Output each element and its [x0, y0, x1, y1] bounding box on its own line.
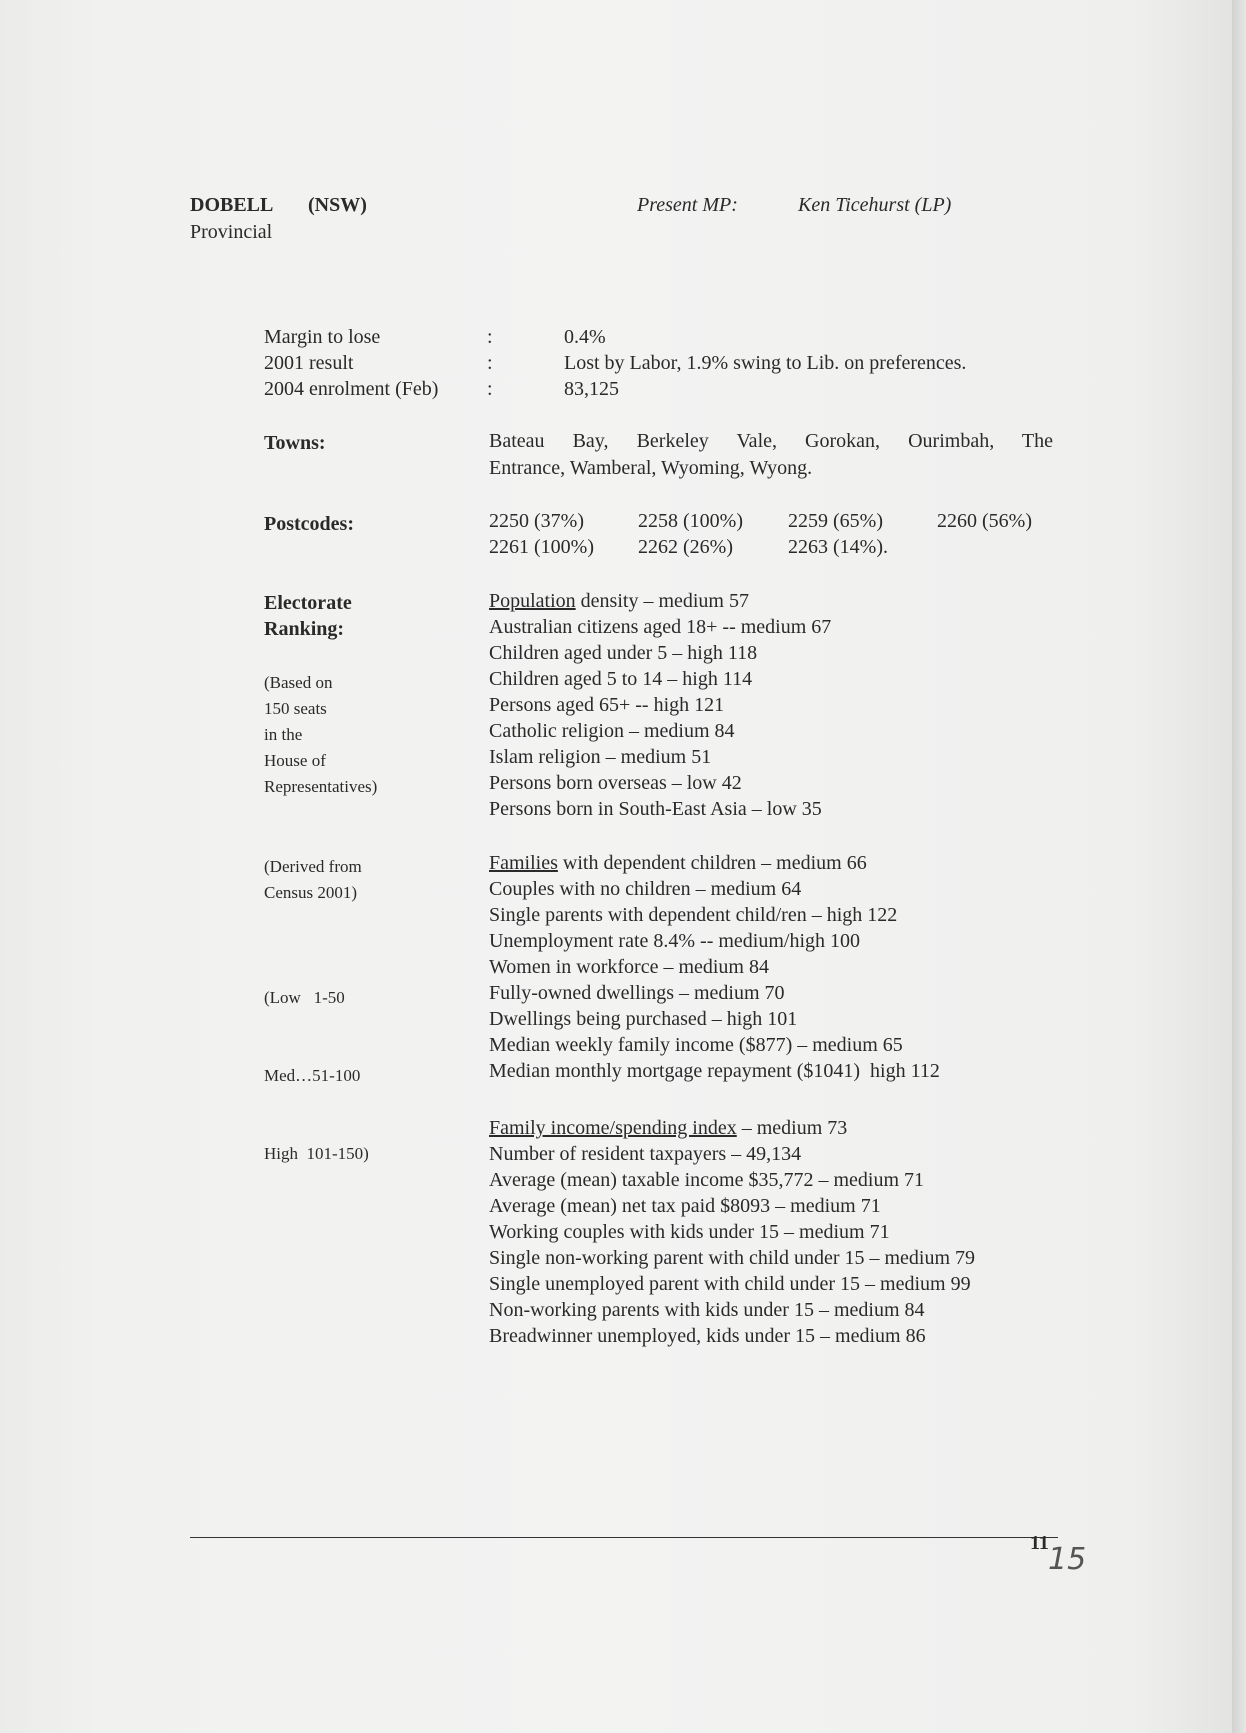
ranking-item: Working couples with kids under 15 – medium 71 — [489, 1221, 890, 1243]
ranking-item: Average (mean) taxable income $35,772 – medium 71 — [489, 1169, 925, 1191]
group-heading — [489, 588, 831, 614]
postcode-item: 2258 (100%) — [638, 510, 743, 532]
ranking-item: Couples with no children – medium 64 — [489, 878, 802, 900]
group-heading — [489, 850, 940, 876]
present-mp-label: Present MP: — [637, 194, 738, 216]
summary-sep: : — [487, 326, 493, 348]
towns-label: Towns: — [264, 432, 326, 454]
ranking-item: Children aged under 5 – high 118 — [489, 642, 758, 664]
note-line: Representatives) — [264, 777, 378, 796]
seat-state: (NSW) — [308, 194, 367, 216]
ranking-item: Women in workforce – medium 84 — [489, 956, 769, 978]
ranking-item: Median weekly family income ($877) – medium 65 — [489, 1034, 903, 1056]
seat-classification: Provincial — [190, 221, 273, 243]
page-number: 11 — [1030, 1532, 1049, 1554]
postcode-item: 2261 (100%) — [489, 536, 594, 558]
ranking-item: Non-working parents with kids under 15 – medium 84 — [489, 1299, 925, 1321]
summary-sep: : — [487, 352, 493, 374]
note-line: (Based on — [264, 673, 333, 692]
ranking-label-line-2: Ranking: — [264, 618, 345, 640]
summary-sep: : — [487, 378, 493, 400]
ranking-group-income — [489, 1115, 975, 1349]
ranking-group-families — [489, 850, 940, 1084]
ranking-item: Single non-working parent with child under 15 – medium 79 — [489, 1247, 976, 1269]
ranking-group-population — [489, 588, 831, 822]
postcode-item: 2262 (26%) — [638, 536, 733, 558]
ranking-item: Average (mean) net tax paid $8093 – medium 71 — [489, 1195, 881, 1217]
ranking-item: Persons born overseas – low 42 — [489, 772, 742, 794]
ranking-item: Islam religion – medium 51 — [489, 746, 712, 768]
group-heading-underlined: Families — [489, 852, 558, 874]
ranking-item: Fully-owned dwellings – medium 70 — [489, 982, 785, 1004]
group-heading-underlined: Family income/spending index — [489, 1117, 737, 1139]
group-heading-rest: density – medium 57 — [575, 590, 749, 612]
page-edge-shadow — [1232, 0, 1246, 1733]
seat-name: DOBELL — [190, 194, 274, 216]
note-line: in the — [264, 725, 303, 744]
note-line: Census 2001) — [264, 883, 358, 902]
postcode-item: 2260 (56%) — [937, 510, 1032, 532]
ranking-item: Single parents with dependent child/ren – high 122 — [489, 904, 898, 926]
note-line: 150 seats — [264, 699, 327, 718]
note-line: (Derived from — [264, 857, 362, 876]
handwritten-page-number: 15 — [1048, 1542, 1087, 1577]
group-heading-rest: – medium 73 — [736, 1117, 848, 1139]
ranking-item: Children aged 5 to 14 – high 114 — [489, 668, 753, 690]
present-mp-name: Ken Ticehurst (LP) — [798, 194, 952, 216]
ranking-note-derived — [264, 854, 362, 906]
summary-value-enrolment: 83,125 — [564, 378, 619, 400]
ranking-item: Number of resident taxpayers – 49,134 — [489, 1143, 802, 1165]
ranking-item: Unemployment rate 8.4% -- medium/high 100 — [489, 930, 861, 952]
ranking-item: Median monthly mortgage repayment ($1041) high 112 — [489, 1060, 940, 1082]
group-heading-rest: with dependent children – medium 66 — [557, 852, 867, 874]
note-line: Med…51-100 — [264, 1066, 361, 1085]
summary-label-result: 2001 result — [264, 352, 354, 374]
ranking-item: Breadwinner unemployed, kids under 15 – medium 86 — [489, 1325, 926, 1347]
postcode-item: 2250 (37%) — [489, 510, 584, 532]
towns-line-2: Entrance, Wamberal, Wyoming, Wyong. — [489, 457, 813, 479]
ranking-item: Dwellings being purchased – high 101 — [489, 1008, 798, 1030]
ranking-label-line-1: Electorate — [264, 592, 352, 614]
summary-label-enrolment: 2004 enrolment (Feb) — [264, 378, 439, 400]
ranking-note-based — [264, 670, 377, 800]
postcode-item: 2263 (14%). — [788, 536, 888, 558]
postcodes-label: Postcodes: — [264, 513, 354, 535]
note-line: House of — [264, 751, 326, 770]
summary-value-result: Lost by Labor, 1.9% swing to Lib. on preferences. — [564, 352, 967, 374]
towns-line-1: Bateau Bay, Berkeley Vale, Gorokan, Ourimbah, The — [489, 430, 1053, 452]
summary-label-margin: Margin to lose — [264, 326, 381, 348]
group-heading — [489, 1115, 975, 1141]
ranking-item: Single unemployed parent with child under 15 – medium 99 — [489, 1273, 971, 1295]
ranking-item: Persons born in South-East Asia – low 35 — [489, 798, 822, 820]
footer-rule — [190, 1537, 1058, 1538]
note-line: High 101-150) — [264, 1144, 369, 1163]
note-line: (Low 1-50 — [264, 988, 345, 1007]
ranking-item: Persons aged 65+ -- high 121 — [489, 694, 725, 716]
ranking-item: Australian citizens aged 18+ -- medium 67 — [489, 616, 832, 638]
summary-value-margin: 0.4% — [564, 326, 606, 348]
ranking-note-scale — [264, 933, 369, 1219]
ranking-item: Catholic religion – medium 84 — [489, 720, 735, 742]
group-heading-underlined: Population — [489, 590, 576, 612]
postcode-item: 2259 (65%) — [788, 510, 883, 532]
